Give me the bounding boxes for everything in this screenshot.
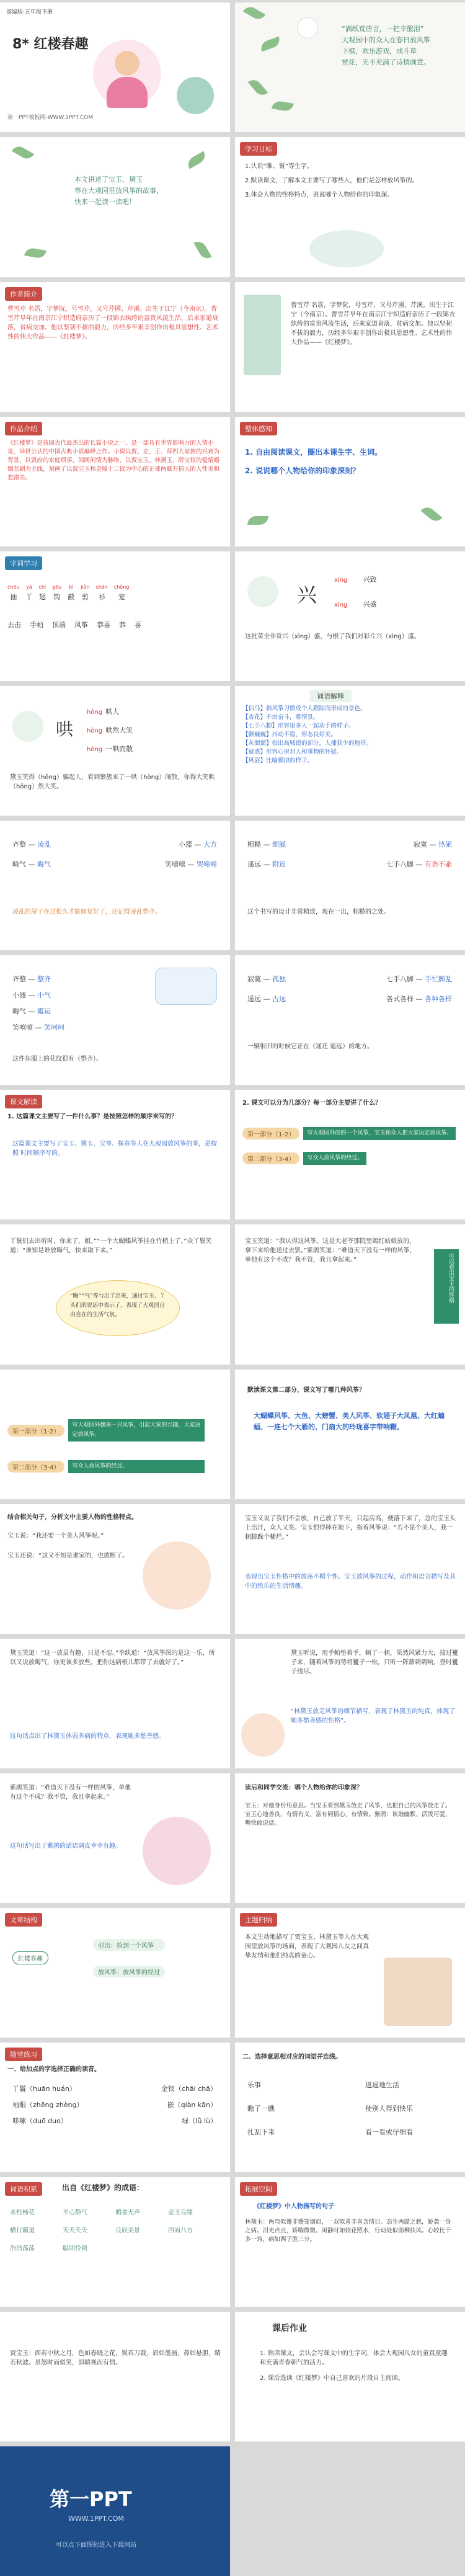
author-quote-text: 曹雪芹 名霑，字梦阮，号雪芹，又号芹圃、芹溪。出生于江宁（今南京）。曹雪芹早年在南京江宁织造府亲历了一段锦衣纨绔的富贵风流生活，后来家道衰落，贫病交加。他以坚韧不拔的毅力，历经多年艰辛创作出极具思想性、艺术性的伟大作品——《红楼梦》。 (291, 302, 455, 346)
part-label: 第一部分（1-2） (242, 1128, 299, 1139)
thought-cloud (56, 1280, 180, 1336)
plant-icon (12, 711, 43, 742)
part-2-row (7, 1460, 205, 1473)
char: 钩 (53, 593, 61, 601)
reading-question-2: 2. 说说哪个人物给你的印象深刻？ (245, 466, 360, 475)
synonym-note: 这件东服上的花纹很有（整齐）。 (12, 1056, 102, 1063)
pair: 七手八脚 — 手忙脚乱 (386, 975, 452, 983)
pair: 寂寞 — 热闹 (414, 840, 452, 849)
pinyin: shān (95, 584, 108, 590)
intro-text (74, 174, 163, 208)
exercise-badge: 随堂练习 (5, 2048, 42, 2061)
slide-extension[interactable] (235, 2177, 465, 2307)
pinyin: gōu (52, 584, 62, 590)
analysis-note: 表现出宝玉性格中的放荡不羁个性。宝玉放风筝的过程，动作和语言描写及其中的快乐的生活情趣。 (245, 1574, 456, 1590)
word: 恭 (119, 621, 126, 629)
theme-badge: 主题归纳 (240, 1913, 277, 1927)
slide-passage-1-right[interactable] (235, 1224, 465, 1365)
work-badge: 作品介绍 (5, 422, 42, 435)
idiom-grid (10, 2208, 221, 2253)
idiom: 四面八方 (168, 2227, 193, 2234)
bush-decoration (177, 77, 214, 114)
slide-goals[interactable] (235, 137, 465, 277)
word: 去击 (7, 621, 21, 629)
char-cell (38, 582, 46, 602)
portrait-placeholder (244, 295, 281, 375)
passage-text: 宝玉笑道：“我认得这风筝。这是大老爷那院里嫣红姑娘放的，拿下来给他送过去罢。”紫鹃笑道：“难道天下没有一样的风筝，单他有这个不成？我不管，我且拿起来。” (245, 1238, 416, 1263)
part-1-row (7, 1419, 205, 1442)
idiom: 平心静气 (63, 2209, 87, 2216)
pair: 小器 — 小气 (12, 991, 51, 999)
slide-synonyms-right[interactable] (235, 955, 465, 1085)
word: 哄然大笑 (105, 726, 133, 734)
reading-question-1: 1. 自由阅读课文，圈出本课生字、生词。 (245, 448, 383, 457)
slide-poem[interactable] (235, 2, 465, 132)
goal-item: 1.认识“睢、鬟”等生字。 (245, 163, 313, 170)
slide-part-2[interactable] (0, 1370, 230, 1499)
char-row-2 (7, 620, 141, 630)
reading-badge: 整体感知 (240, 422, 277, 435)
slide-author-quote[interactable] (235, 282, 465, 412)
pair: 寂寞 — 孤独 (247, 975, 286, 983)
pinyin: chōu (7, 584, 20, 590)
idiom: 金玉良缘 (168, 2209, 193, 2216)
char-cell (68, 582, 74, 602)
char-cell (25, 582, 32, 602)
part-text: 写众人放风筝的经过。 (68, 1460, 205, 1473)
pinyin: bì (69, 584, 74, 590)
analysis-text: 紫鹃笑道：“难道天下没有一样的风筝，单他有这个不成？我不管，我且拿起来。” (10, 1785, 131, 1801)
slide-idioms[interactable] (0, 2177, 230, 2307)
slide-analysis-3[interactable] (0, 1773, 230, 1903)
analysis-question: 结合相关句子，分析文中主要人物的性格特点。 (7, 1514, 138, 1521)
xing-branch-b (334, 597, 376, 610)
leaf-decoration (248, 76, 268, 98)
analysis-note: 这句话点出了林黛玉体弱多病的特点，表现她多愁善感。 (10, 1733, 165, 1740)
slide-hong[interactable] (0, 686, 230, 816)
homework-item: 1. 熟读课文，会认会写课文中的生字词，体会大观园儿女的童真童趣和充满青春朝气的活力。 (260, 2350, 448, 2366)
idiom: 水性杨花 (10, 2209, 35, 2216)
leaf-decoration (259, 37, 282, 52)
homework-items (260, 2349, 452, 2383)
series-label: 部编版·五年级下册 (6, 9, 53, 16)
part-2-row (242, 1152, 366, 1165)
analysis-note: “林黛玉放走风筝的细节描写，表现了林黛玉的纯真，体现了她多愁善感的性格”。 (291, 1708, 456, 1724)
kites-answer: 大蝴蝶风筝、大鱼、大螃蟹、美人风筝、软翅子大凤凰、大红蝙蝠、一连七个大雁的、门扇大的玲珑喜字带响鞭。 (254, 1412, 445, 1431)
pinyin: yā (26, 584, 32, 590)
slide-analysis-2-right[interactable] (235, 1639, 465, 1768)
exercise-item[interactable]: 哆嗦（duō duo） (12, 2117, 68, 2125)
leaf-decoration (272, 100, 294, 112)
homework-item: 2. 课后选读《红楼梦》中自己喜欢的片段自主阅读。 (260, 2375, 404, 2382)
char: 丫 (25, 593, 33, 601)
match-item[interactable]: 乐事 (247, 2081, 261, 2089)
passage-text: 丫鬟们去出听时，你来了，姐。”“一个大蝴蝶风筝挂在竹梢上了。”众丫鬟笑道：“谁知是谁放晦气，快来取下来。” (10, 1238, 212, 1254)
slide-synonyms-left[interactable] (0, 955, 230, 1085)
pinyin: chì (38, 584, 46, 590)
idiom: 浩浩荡荡 (10, 2245, 35, 2252)
vocab-list (242, 705, 457, 765)
goal-item: 3.体会人物的性格特点，说说哪个人物给你的印象深。 (245, 192, 394, 198)
cover-title: 8* 红楼春趣 (12, 37, 89, 52)
pair: 晦气 — 霉运 (12, 1007, 51, 1015)
slide-intro[interactable] (0, 137, 230, 277)
analysis-text: 宝玉还说：“这又不知是谁家的，也放断了。 (7, 1553, 129, 1559)
match-item[interactable]: 瞧了一瞧 (247, 2105, 275, 2113)
poem-line: 大观园中的众人在春日放风筝 (342, 36, 430, 44)
slide-kites[interactable] (235, 1370, 465, 1499)
kites-question: 默读课文第二部分，课文写了哪几种风筝？ (247, 1387, 365, 1394)
intro-line: 等在大观园里放风筝的故事， (74, 187, 163, 195)
word: 顶端 (52, 621, 66, 629)
exercise-item[interactable]: 嵌（qiàn kān） (167, 2101, 217, 2109)
antonym-grid (247, 839, 452, 879)
girl-dress (107, 77, 148, 108)
slide-vocab[interactable] (235, 686, 465, 816)
match-item[interactable]: 扎刮下来 (247, 2128, 275, 2136)
word: 手帕 (30, 621, 43, 629)
slide-author[interactable] (0, 282, 230, 412)
exercise-item[interactable]: 丫鬟（huān huán） (12, 2085, 76, 2093)
extension-badge: 拓展空间 (240, 2182, 277, 2196)
part-label: 第二部分（3-4） (242, 1152, 299, 1164)
intro-line: 本文讲述了宝玉、黛玉 (74, 176, 143, 184)
slide-analysis-3-right[interactable] (235, 1773, 465, 1903)
brand-logo: 第一PPT (50, 2487, 132, 2511)
word: 哄人 (105, 708, 120, 716)
char-cell (81, 582, 89, 602)
part-label: 第二部分（3-4） (7, 1461, 64, 1473)
poem-line: 下棋，欢乐游戏，或斗草 (342, 47, 417, 55)
xing-char: 兴 (297, 583, 317, 607)
char: 宠 (118, 593, 125, 601)
slide-story-q2[interactable] (235, 1090, 465, 1219)
leaf-decoration (420, 504, 442, 525)
work-text: 《红楼梦》是我国古代最杰出的长篇小说之一，是一部具有世界影响力的人情小说，举世公认的中国古典小说巅峰之作。小说以贾、史、王、薛四大家族的兴衰为背景，以贾府的家庭琐事、闺阁闲情为脉络，以贾宝玉、林黛玉、薛宝钗的爱情婚姻悲剧为主线，刻画了以贾宝玉和金陵十二钗为中心的正邪两赋有情人的人性美和悲剧美。 (7, 440, 220, 481)
hong-branch-3 (87, 742, 133, 754)
slide-footer-brand[interactable] (0, 2446, 230, 2576)
branch-node: 放风筝：放风筝的经过 (93, 1966, 165, 1977)
pair: 遥远 — 古远 (247, 995, 286, 1003)
match-item[interactable]: 使别人得到快乐 (365, 2105, 413, 2113)
char-cell (114, 582, 130, 602)
vocab-item: 【信马】指风筝习惯成个人跟踪而形成的景色。 (242, 705, 366, 712)
idioms-badge: 词语积累 (5, 2182, 42, 2196)
slide-structure[interactable] (0, 1908, 230, 2038)
pinyin: chǒng (113, 584, 130, 590)
structure-branches (93, 1939, 165, 1977)
decor-blob (309, 230, 384, 267)
author-badge: 作者简介 (5, 287, 42, 301)
slide-antonyms-left[interactable] (0, 821, 230, 950)
match-item[interactable]: 逍遥地生活 (365, 2081, 399, 2089)
part-text: 写大观园外飘来一只风筝，引起大家的兴趣，大家决定放风筝。 (68, 1419, 205, 1442)
word: 兴盛 (363, 600, 377, 608)
word: 喜 (135, 621, 141, 629)
char: 衫 (98, 593, 105, 601)
tag-box: 可以看出宝玉的性格 (434, 1249, 459, 1324)
char: 蔽 (68, 593, 75, 601)
pair: 齐整 — 凌乱 (12, 840, 51, 849)
slide-story-q1[interactable] (0, 1090, 230, 1219)
synonym-note: 一辆很旧的时候它正在（递迁 遥远）的地方。 (247, 1043, 374, 1050)
leaf-decoration (243, 4, 265, 22)
slide-passage-1[interactable] (0, 1224, 230, 1365)
idioms-heading: 出自《红楼梦》的成语： (62, 2183, 144, 2192)
idiom: 鸦雀无声 (115, 2209, 140, 2216)
author-text: 曹雪芹 名霑，字梦阮，号雪芹，又号芹圃、芹溪。出生于江宁（今南京）。曹雪芹早年在南京江宁织造府亲历了一段锦衣纨绔的富贵风流生活，后来家道衰落，贫病交加。他以坚韧不拔的毅力，历经多年艰辛创作出极具思想性、艺术性的伟大作品——《红楼梦》。 (7, 306, 218, 341)
brand-url[interactable]: WWW.1PPT.COM (68, 2515, 124, 2523)
slide-analysis-1-right[interactable] (235, 1504, 465, 1634)
pavilion-illustration (384, 1958, 452, 2026)
hong-branch-2 (87, 723, 133, 736)
pinyin: jiǎn (81, 584, 90, 590)
pair: 畸气 — 晦气 (12, 860, 51, 868)
theme-text: 本文生动地描写了贾宝玉、林黛玉等人在大观园里放风筝的场面，表现了大观园儿女之间真挚友情和他们纯真的童心。 (245, 1934, 369, 1959)
leaf-decoration (185, 151, 208, 169)
pinyin: hòng (87, 746, 103, 753)
slide-analysis-2[interactable] (0, 1639, 230, 1768)
char-cell (96, 582, 108, 602)
char-row-1 (7, 582, 129, 602)
analysis-text: 宝玉说：“我还要一个美人风筝呢。” (7, 1533, 104, 1540)
idiom: 聪明伶俐 (63, 2245, 87, 2252)
speech-bubble (155, 968, 217, 1005)
leaf-decoration (24, 247, 46, 259)
story-badge: 课文解读 (5, 1095, 42, 1108)
char: 剪 (81, 593, 89, 601)
intro-line: 快来一起读一读吧！ (74, 198, 136, 206)
slide-homework-left[interactable] (0, 2312, 230, 2441)
part-1-row (242, 1127, 456, 1140)
char: 翅 (38, 593, 46, 601)
part-text: 写大观园外面的一个风筝，宝玉和众人把大家决定放风筝。 (303, 1127, 456, 1140)
vocab-heading: 词语解释 (309, 690, 352, 702)
pair: 笑嘻嘻 — 哭啼啼 (165, 860, 217, 868)
analysis-text: 黛玉听说，用手帕垫着手，顿了一顿，果然风紧力大，接过籰子来，随着风筝的势将籰子一松，只听一阵豁剌剌响，登时籰子线尽。 (291, 1650, 458, 1675)
slide-reading[interactable] (235, 417, 465, 546)
poem-block (342, 24, 430, 68)
parts-col (7, 1419, 205, 1473)
cloud-text: “晦”“气”等与出了出来，通过宝玉、丫头们的说话中表示了，表现了大观园自由自在的生活气氛。 (70, 1293, 166, 1318)
structure-center (12, 1951, 48, 1964)
slide-exercise-2[interactable] (235, 2043, 465, 2172)
match-item[interactable]: 看一看或仔细看 (365, 2128, 413, 2136)
vocab-item: 【疑惑】形容心里对人和事物的怀疑。 (242, 749, 343, 755)
slide-antonyms-right[interactable] (235, 821, 465, 950)
vocab-item: 【颤巍巍】抖动不稳、形态良好美。 (242, 731, 337, 738)
discussion-question: 读后和同学交流：哪个人物给你的印象深？ (245, 1785, 363, 1791)
pair: 小器 — 大方 (179, 840, 217, 849)
antonym-grid (12, 839, 217, 879)
girl-face (115, 51, 140, 76)
slide-analysis-1[interactable] (0, 1504, 230, 1634)
homework-heading: 课后作业 (272, 2324, 307, 2333)
character-illustration (143, 1541, 211, 1610)
exercise-items (12, 2084, 217, 2126)
leaf-decoration (247, 516, 268, 525)
analysis-note: 这句话写出了紫鹃的话语调皮幸幸有趣。 (10, 1843, 122, 1850)
analysis-text: 宝玉又说了我们不会放，自己放了半天，只起房高，便落下来了，急的宝玉头上出汗，众人又笑。宝玉恨得摔在地下，指着风筝说：“若不是个美人，我一顿脚跺个稀烂。” (245, 1515, 456, 1541)
synonym-grid (247, 974, 452, 1014)
part-text: 写众人放风筝的经过。 (303, 1152, 366, 1165)
leaf-decoration (193, 239, 211, 261)
slide-characters[interactable] (0, 551, 230, 681)
extension-text: 林黛玉：两弯似蹙非蹙笼烟眉，一双似喜非喜含情目。态生两靥之愁，娇袭一身之病。泪光点点，娇喘微微。闲静时如姣花照水，行动处似弱柳扶风。心较比干多一窍，病如西子胜三分。 (245, 2219, 451, 2243)
story-question-2: 2. 课文可以分为几部分？每一部分主要讲了什么？ (242, 1100, 382, 1107)
slide-work[interactable] (0, 417, 230, 546)
character-illustration (241, 1713, 285, 1757)
goal-item: 2.默读课文，了解本文主要写了哪些人，他们是怎样放风筝的。 (245, 177, 418, 184)
cover-footer: 第一PPT模板网-WWW.1PPT.COM (7, 115, 94, 121)
pinyin: xīng (334, 577, 348, 584)
vocab-item: 【风姿】比喻模拟的样子。 (242, 757, 314, 764)
slide-theme[interactable] (235, 1908, 465, 2038)
homework-text: 贾宝玉：面若中秋之月，色如春晓之花，鬓若刀裁，眉如墨画，鼻如悬胆，睛若秋波。虽怒时而似笑，即瞋视而有情。 (10, 2350, 221, 2366)
idiom: 良辰美景 (115, 2227, 140, 2234)
poem-line: “满纸荒唐言，一把辛酸泪” (342, 25, 424, 33)
pair: 笑嘻嘻 — 笑呵呵 (12, 1023, 64, 1032)
idiom: 夭夭夭夭 (63, 2227, 87, 2234)
vocab-item: 【杏花】不由奋斗，将情景。 (242, 714, 319, 721)
branch-node: 引出：捡到一个风筝 (93, 1939, 165, 1951)
word: 兴致 (363, 576, 377, 584)
discussion-answer: 宝玉：对他身份用意思。当宝玉看到黛玉放走了风筝，也把自己的风筝放走了。宝玉心地善良、有情有义、富有同情心、有情致。紫鹃：诙谐幽默、活泼可爱，嘴快敢说话。 (245, 1803, 451, 1827)
exercise-question: 一、给加点的字选择正确的读音。 (7, 2066, 100, 2073)
plant-icon (247, 576, 278, 607)
word: 一哄而散 (105, 745, 133, 753)
hong-branch-1 (87, 705, 119, 717)
pair: 七手八脚 — 有条不紊 (386, 860, 452, 868)
extension-heading: 《红楼梦》中人物描写的句子 (254, 2203, 334, 2210)
slide-exercise-1[interactable] (0, 2043, 230, 2172)
story-answer: 这篇课文主要写了宝玉、黛玉、宝琴、探春等人在大观园放风筝的事，是按照 时间顺序写的。 (12, 1141, 217, 1157)
word: 风筝 (74, 621, 88, 629)
vocab-item: 【灰溜溜】指出高城镜的部分，人捕获少的地带。 (242, 740, 373, 747)
exercise-item[interactable]: 绿（lǜ lù） (182, 2117, 217, 2125)
slide-xing[interactable] (235, 551, 465, 681)
antonym-note: 凌乱的屋子在过很久才能修复好了，还记得凌乱整齐。 (12, 909, 161, 916)
slide-homework-right[interactable] (235, 2312, 465, 2441)
pair: 各式各样 — 各种各样 (386, 995, 452, 1003)
hong-note: 黛玉笑得（hōng）骗起人，看到繁簇来了一哄（hòng）闹散，你得大笑哄（hōng）然大笑。 (10, 774, 215, 790)
char-cell (7, 582, 19, 602)
poem-line: 赏花，无不充满了诗情画意。 (342, 58, 430, 66)
synonym-grid (12, 974, 155, 1032)
goals-heading: 学习目标 (240, 142, 277, 156)
brand-tagline: 可以点下面图标进入下载网站 (56, 2542, 136, 2549)
chars-badge: 字词学习 (5, 556, 42, 570)
pinyin: xìng (334, 602, 348, 608)
part-label: 第一部分（1-2） (7, 1425, 64, 1437)
flower-icon (297, 17, 318, 38)
exercise-item[interactable]: 金钗（chāi chā） (161, 2085, 217, 2093)
leaf-decoration (12, 143, 34, 161)
goals-list (245, 162, 456, 200)
pinyin: hōng (87, 709, 103, 716)
xing-note: 这批菜全非常兴（xìng）盛，与根了我们对彩片兴（xìng）盛。 (245, 633, 420, 640)
char-cell (52, 582, 61, 602)
character-illustration (143, 1817, 211, 1885)
idiom: 横行霸道 (10, 2227, 35, 2234)
pair: 遥远 — 附近 (247, 860, 286, 868)
analysis-text: 黛玉笑道：“这一放虽有趣，只是不忍。”李纨道：“放风筝图的是这一乐，所以又说放晦气，你更该多放些，把你这病根儿都带了去就好了。” (10, 1650, 215, 1666)
pinyin: hōng (87, 728, 103, 734)
exercise-item[interactable]: 袖眼（zhēng zhèng） (12, 2101, 84, 2109)
pair: 粗糙 — 细腻 (247, 840, 286, 849)
char: 抽 (10, 593, 17, 601)
word: 恭喜 (97, 621, 110, 629)
exercise-question: 二、选择意思相对应的词语并连线。 (242, 2054, 342, 2061)
hong-char: 哄 (56, 719, 74, 739)
center-node: 红楼春趣 (12, 1951, 48, 1964)
slide-cover[interactable] (0, 2, 230, 132)
vocab-item: 【七手八脚】形容很多人一起动手的样子。 (242, 723, 355, 729)
xing-branch-a (334, 573, 376, 585)
pair: 齐整 — 整齐 (12, 975, 51, 983)
match-left (247, 2080, 275, 2137)
antonym-note: 这个书写的设计非常精致，现在一出，粗糙的之处。 (247, 909, 390, 916)
structure-badge: 文章结构 (5, 1913, 42, 1927)
story-question: 1. 这篇课文主要写了一件什么事？是按照怎样的顺序来写的？ (7, 1113, 178, 1120)
match-right (365, 2080, 413, 2137)
